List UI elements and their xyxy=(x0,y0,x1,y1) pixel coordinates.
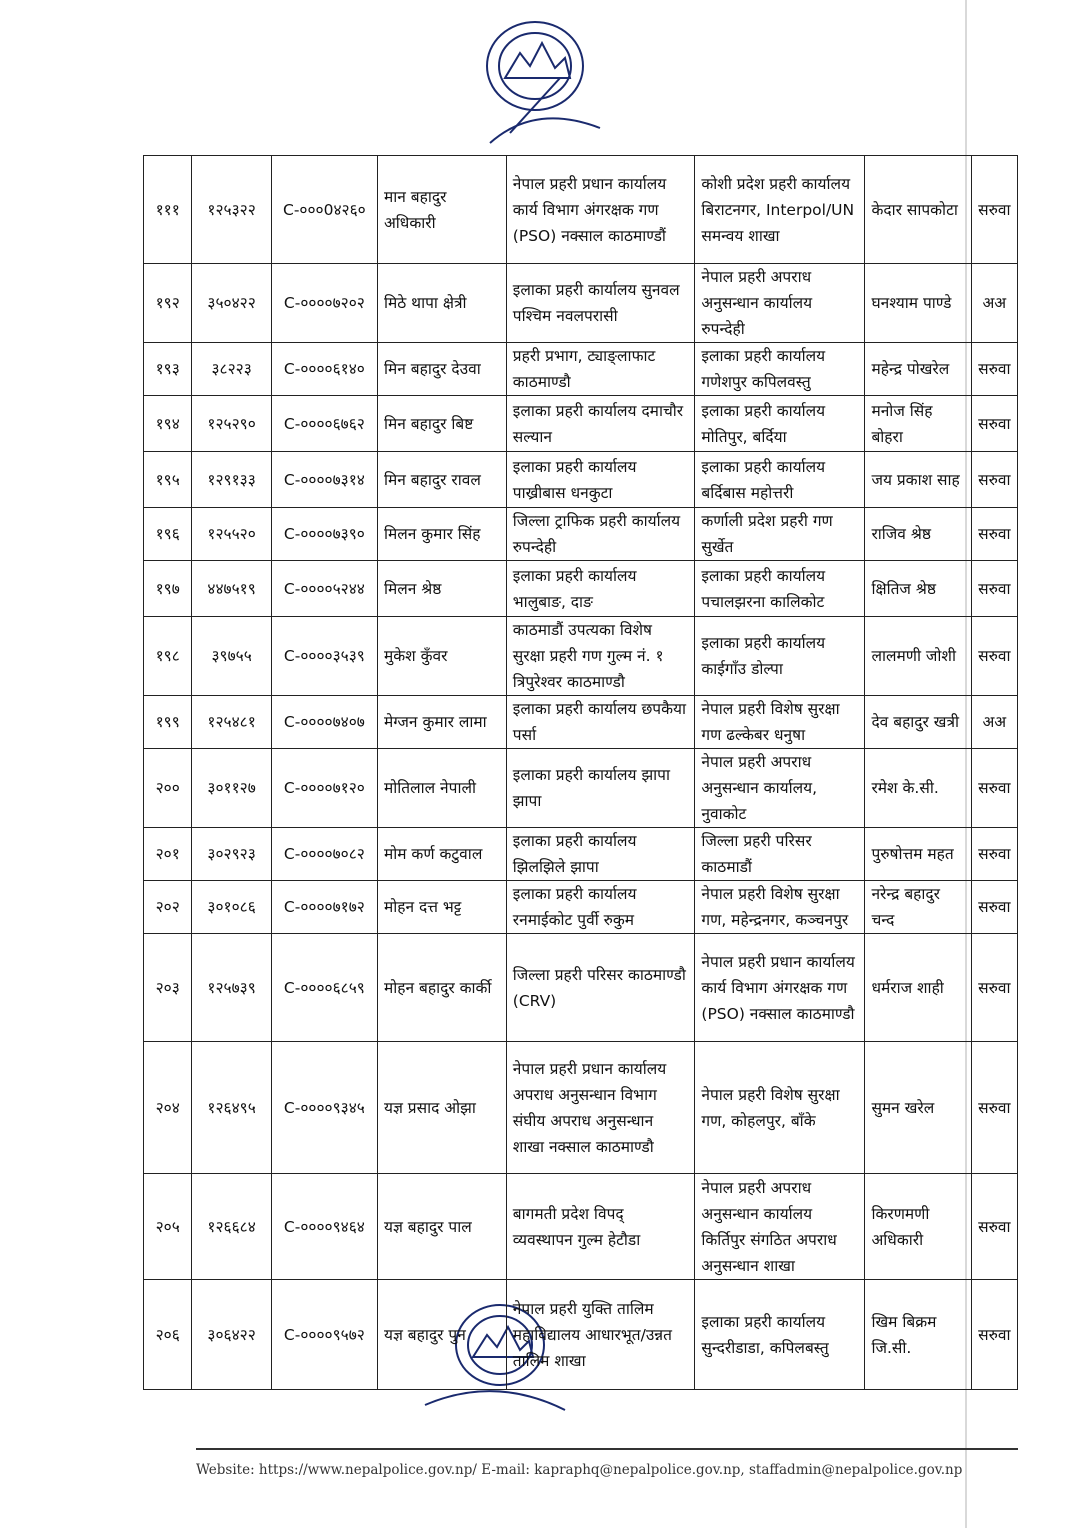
office-seal-top xyxy=(450,8,620,148)
table-row xyxy=(144,561,1018,617)
id-cell: C-००००७०८२ xyxy=(271,828,377,881)
transfer-table xyxy=(143,155,1018,1390)
number-cell: १२५५२० xyxy=(192,508,271,561)
to-office-cell: इलाका प्रहरी कार्यालय गणेशपुर कपिलवस्तु xyxy=(695,343,865,396)
id-cell: C-००००३५३९ xyxy=(271,617,377,696)
number-cell: १२५३२२ xyxy=(192,156,271,264)
officer-cell: क्षितिज श्रेष्ठ xyxy=(865,561,971,617)
id-cell: C-००००९५७२ xyxy=(271,1280,377,1390)
footer-divider xyxy=(196,1448,1018,1450)
from-office-cell: इलाका प्रहरी कार्यालय झिलझिले झापा xyxy=(506,828,695,881)
number-cell: १२५२९० xyxy=(192,396,271,452)
serial-cell: १९४ xyxy=(144,396,192,452)
from-office-cell: नेपाल प्रहरी प्रधान कार्यालय अपराध अनुसन्धान विभाग संघीय अपराध अनुसन्धान शाखा नक्साल काठमाण्डौ xyxy=(506,1042,695,1174)
officer-cell: जय प्रकाश साह xyxy=(865,452,971,508)
to-office-cell: नेपाल प्रहरी अपराध अनुसन्धान कार्यालय किर्तिपुर संगठित अपराध अनुसन्धान शाखा xyxy=(695,1174,865,1280)
name-cell: मुकेश कुँवर xyxy=(377,617,506,696)
from-office-cell: प्रहरी प्रभाग, ट्याङ्लाफाट काठमाण्डौ xyxy=(506,343,695,396)
name-cell: यज्ञ बहादुर पाल xyxy=(377,1174,506,1280)
officer-cell: राजिव श्रेष्ठ xyxy=(865,508,971,561)
from-office-cell: जिल्ला ट्राफिक प्रहरी कार्यालय रुपन्देही xyxy=(506,508,695,561)
officer-cell: मनोज सिंह बोहरा xyxy=(865,396,971,452)
remark-cell: सरुवा xyxy=(971,934,1017,1042)
number-cell: ३८२२३ xyxy=(192,343,271,396)
remark-cell: सरुवा xyxy=(971,452,1017,508)
officer-cell: किरणमणी अधिकारी xyxy=(865,1174,971,1280)
name-cell: मिठे थापा क्षेत्री xyxy=(377,264,506,343)
from-office-cell: नेपाल प्रहरी प्रधान कार्यालय कार्य विभाग अंगरक्षक गण (PSO) नक्साल काठमाण्डौं xyxy=(506,156,695,264)
serial-cell: २०२ xyxy=(144,881,192,934)
remark-cell: सरुवा xyxy=(971,508,1017,561)
to-office-cell: इलाका प्रहरी कार्यालय सुन्दरीडाडा, कपिलबस्तु xyxy=(695,1280,865,1390)
name-cell: मान बहादुर अधिकारी xyxy=(377,156,506,264)
serial-cell: १९३ xyxy=(144,343,192,396)
to-office-cell: इलाका प्रहरी कार्यालय मोतिपुर, बर्दिया xyxy=(695,396,865,452)
name-cell: मोहन दत्त भट्ट xyxy=(377,881,506,934)
id-cell: C-००००७२०२ xyxy=(271,264,377,343)
table-row xyxy=(144,617,1018,696)
serial-cell: १९९ xyxy=(144,696,192,749)
table-row xyxy=(144,1174,1018,1280)
id-cell: C-००००७४०७ xyxy=(271,696,377,749)
id-cell: C-०००0४२६० xyxy=(271,156,377,264)
id-cell: C-००००७१२० xyxy=(271,749,377,828)
id-cell: C-००००६७६२ xyxy=(271,396,377,452)
name-cell: मिन बहादुर रावल xyxy=(377,452,506,508)
serial-cell: १९५ xyxy=(144,452,192,508)
name-cell: मिन बहादुर देउवा xyxy=(377,343,506,396)
name-cell: मिलन कुमार सिंह xyxy=(377,508,506,561)
serial-cell: २०४ xyxy=(144,1042,192,1174)
table-row xyxy=(144,343,1018,396)
remark-cell: अअ xyxy=(971,696,1017,749)
number-cell: १२५४८१ xyxy=(192,696,271,749)
id-cell: C-००००७३१४ xyxy=(271,452,377,508)
table-row xyxy=(144,1042,1018,1174)
officer-cell: रमेश के.सी. xyxy=(865,749,971,828)
id-cell: C-००००६१४० xyxy=(271,343,377,396)
remark-cell: सरुवा xyxy=(971,1280,1017,1390)
table-row xyxy=(144,156,1018,264)
to-office-cell: इलाका प्रहरी कार्यालय पचालझरना कालिकोट xyxy=(695,561,865,617)
remark-cell: सरुवा xyxy=(971,156,1017,264)
number-cell: ३५०४२२ xyxy=(192,264,271,343)
table-row xyxy=(144,508,1018,561)
table-row xyxy=(144,264,1018,343)
number-cell: ४४७५१९ xyxy=(192,561,271,617)
serial-cell: २०३ xyxy=(144,934,192,1042)
name-cell: यज्ञ प्रसाद ओझा xyxy=(377,1042,506,1174)
serial-cell: १९७ xyxy=(144,561,192,617)
officer-cell: महेन्द्र पोखरेल xyxy=(865,343,971,396)
id-cell: C-००००७३९० xyxy=(271,508,377,561)
officer-cell: धर्मराज शाही xyxy=(865,934,971,1042)
table-row xyxy=(144,452,1018,508)
name-cell: यज्ञ बहादुर पुन xyxy=(377,1280,506,1390)
number-cell: १२६४९५ xyxy=(192,1042,271,1174)
serial-cell: २०० xyxy=(144,749,192,828)
serial-cell: २०५ xyxy=(144,1174,192,1280)
from-office-cell: इलाका प्रहरी कार्यालय सुनवल पश्चिम नवलपरासी xyxy=(506,264,695,343)
to-office-cell: नेपाल प्रहरी प्रधान कार्यालय कार्य विभाग अंगरक्षक गण (PSO) नक्साल काठमाण्डौ xyxy=(695,934,865,1042)
name-cell: मिलन श्रेष्ठ xyxy=(377,561,506,617)
table-row xyxy=(144,934,1018,1042)
number-cell: ३०१०८६ xyxy=(192,881,271,934)
id-cell: C-००००६८५९ xyxy=(271,934,377,1042)
name-cell: मोतिलाल नेपाली xyxy=(377,749,506,828)
number-cell: ३०२९२३ xyxy=(192,828,271,881)
table-row xyxy=(144,828,1018,881)
table-body xyxy=(144,156,1018,1390)
remark-cell: सरुवा xyxy=(971,1174,1017,1280)
id-cell: C-००००९४६४ xyxy=(271,1174,377,1280)
remark-cell: सरुवा xyxy=(971,396,1017,452)
footer-contact: Website: https://www.nepalpolice.gov.np/ E-mail: kapraphq@nepalpolice.gov.np, staffadmin@nepalpolice.gov.np xyxy=(196,1462,963,1478)
from-office-cell: इलाका प्रहरी कार्यालय झापा झापा xyxy=(506,749,695,828)
serial-cell: १११ xyxy=(144,156,192,264)
id-cell: C-००००५२४४ xyxy=(271,561,377,617)
number-cell: ३९७५५ xyxy=(192,617,271,696)
from-office-cell: इलाका प्रहरी कार्यालय भालुबाङ, दाङ xyxy=(506,561,695,617)
to-office-cell: जिल्ला प्रहरी परिसर काठमाडौं xyxy=(695,828,865,881)
serial-cell: २०१ xyxy=(144,828,192,881)
name-cell: मेग्जन कुमार लामा xyxy=(377,696,506,749)
remark-cell: सरुवा xyxy=(971,343,1017,396)
name-cell: मोम कर्ण कटुवाल xyxy=(377,828,506,881)
to-office-cell: कोशी प्रदेश प्रहरी कार्यालय बिराटनगर, Interpol/UN समन्वय शाखा xyxy=(695,156,865,264)
from-office-cell: नेपाल प्रहरी युक्ति तालिम महाविद्यालय आधारभूत/उन्नत तालिम शाखा xyxy=(506,1280,695,1390)
id-cell: C-००००७१७२ xyxy=(271,881,377,934)
remark-cell: अअ xyxy=(971,264,1017,343)
remark-cell: सरुवा xyxy=(971,749,1017,828)
from-office-cell: इलाका प्रहरी कार्यालय छपकैया पर्सा xyxy=(506,696,695,749)
serial-cell: १९८ xyxy=(144,617,192,696)
to-office-cell: नेपाल प्रहरी विशेष सुरक्षा गण, महेन्द्रनगर, कञ्चनपुर xyxy=(695,881,865,934)
serial-cell: १९६ xyxy=(144,508,192,561)
remark-cell: सरुवा xyxy=(971,1042,1017,1174)
number-cell: ३०११२७ xyxy=(192,749,271,828)
officer-cell: पुरुषोत्तम महत xyxy=(865,828,971,881)
to-office-cell: नेपाल प्रहरी विशेष सुरक्षा गण, कोहलपुर, बाँके xyxy=(695,1042,865,1174)
to-office-cell: नेपाल प्रहरी विशेष सुरक्षा गण ढल्केबर धनुषा xyxy=(695,696,865,749)
from-office-cell: इलाका प्रहरी कार्यालय दमाचौर सल्यान xyxy=(506,396,695,452)
officer-cell: घनश्याम पाण्डे xyxy=(865,264,971,343)
to-office-cell: नेपाल प्रहरी अपराध अनुसन्धान कार्यालय, नुवाकोट xyxy=(695,749,865,828)
officer-cell: खिम बिक्रम जि.सी. xyxy=(865,1280,971,1390)
officer-cell: लालमणी जोशी xyxy=(865,617,971,696)
table-row xyxy=(144,749,1018,828)
name-cell: मिन बहादुर बिष्ट xyxy=(377,396,506,452)
officer-cell: केदार सापकोटा xyxy=(865,156,971,264)
from-office-cell: इलाका प्रहरी कार्यालय रनमाईकोट पुर्वी रुकुम xyxy=(506,881,695,934)
id-cell: C-००००९३४५ xyxy=(271,1042,377,1174)
from-office-cell: काठमाडौं उपत्यका विशेष सुरक्षा प्रहरी गण गुल्म नं. १ त्रिपुरेश्वर काठमाण्डौ xyxy=(506,617,695,696)
remark-cell: सरुवा xyxy=(971,881,1017,934)
officer-cell: देव बहादुर खत्री xyxy=(865,696,971,749)
officer-cell: नरेन्द्र बहादुर चन्द xyxy=(865,881,971,934)
to-office-cell: इलाका प्रहरी कार्यालय बर्दिबास महोत्तरी xyxy=(695,452,865,508)
from-office-cell: बागमती प्रदेश विपद् व्यवस्थापन गुल्म हेटौडा xyxy=(506,1174,695,1280)
number-cell: १२६६८४ xyxy=(192,1174,271,1280)
table-row xyxy=(144,881,1018,934)
table-row xyxy=(144,1280,1018,1390)
remark-cell: सरुवा xyxy=(971,828,1017,881)
serial-cell: २०६ xyxy=(144,1280,192,1390)
remark-cell: सरुवा xyxy=(971,617,1017,696)
number-cell: १२९१३३ xyxy=(192,452,271,508)
serial-cell: १९२ xyxy=(144,264,192,343)
remark-cell: सरुवा xyxy=(971,561,1017,617)
from-office-cell: इलाका प्रहरी कार्यालय पाख्रीबास धनकुटा xyxy=(506,452,695,508)
to-office-cell: इलाका प्रहरी कार्यालय काईगाँउ डोल्पा xyxy=(695,617,865,696)
officer-cell: सुमन खरेल xyxy=(865,1042,971,1174)
to-office-cell: नेपाल प्रहरी अपराध अनुसन्धान कार्यालय रुपन्देही xyxy=(695,264,865,343)
number-cell: १२५७३९ xyxy=(192,934,271,1042)
table-row xyxy=(144,696,1018,749)
to-office-cell: कर्णाली प्रदेश प्रहरी गण सुर्खेत xyxy=(695,508,865,561)
table-row xyxy=(144,396,1018,452)
name-cell: मोहन बहादुर कार्की xyxy=(377,934,506,1042)
from-office-cell: जिल्ला प्रहरी परिसर काठमाण्डौ (CRV) xyxy=(506,934,695,1042)
number-cell: ३०६४२२ xyxy=(192,1280,271,1390)
